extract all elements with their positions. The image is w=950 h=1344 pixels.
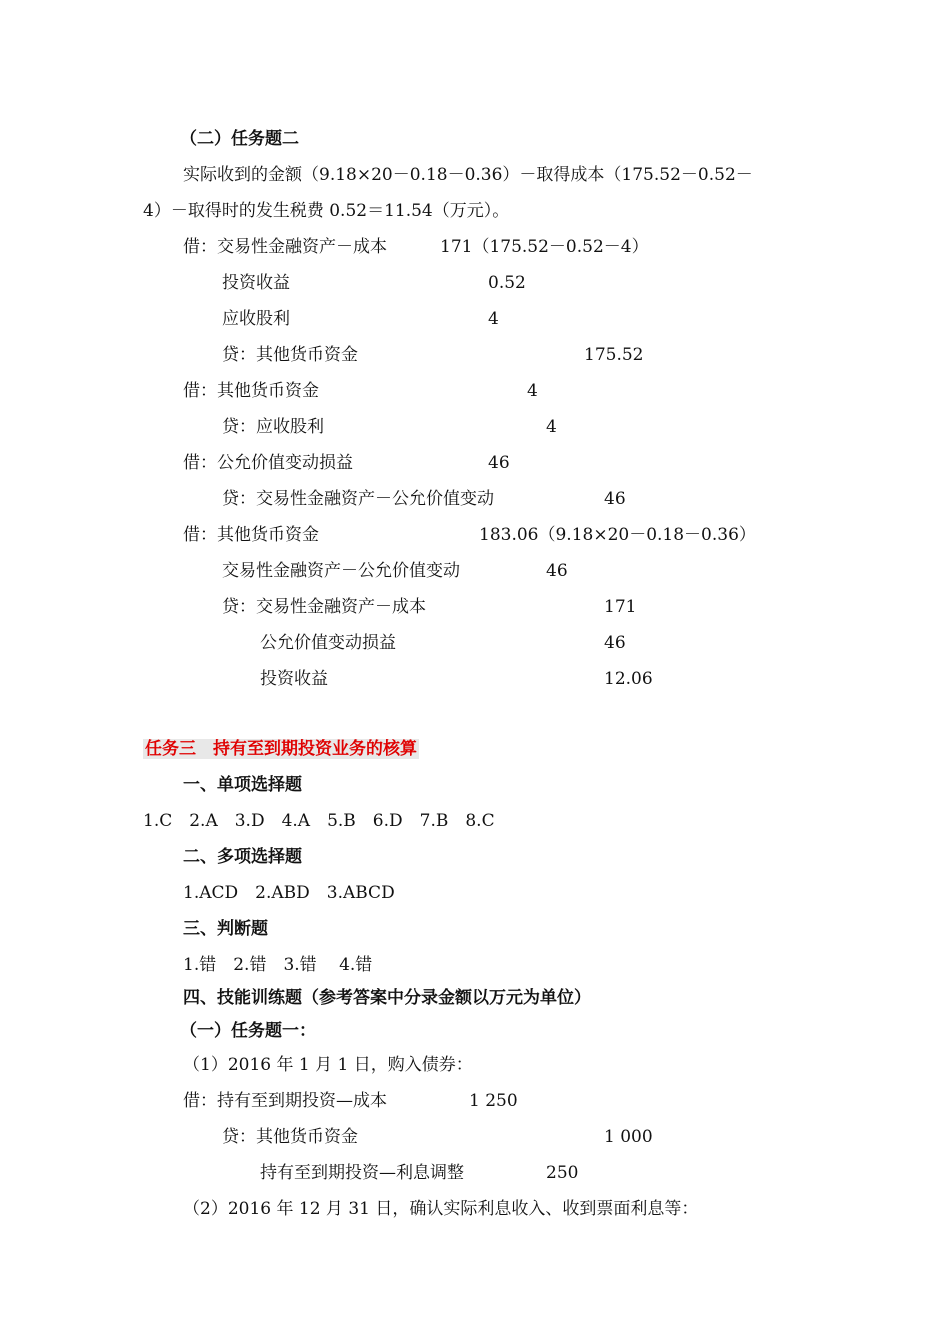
entry-amount: 46 [604, 633, 626, 653]
entry-amount: 1 000 [604, 1127, 653, 1147]
true-false-answers: 1.错 2.错 3.错 4.错 [183, 955, 373, 975]
task2-paragraph-line1: 实际收到的金额（9.18×20－0.18－0.36）－取得成本（175.52－0.52－ [183, 165, 753, 185]
entry-amount: 171 [604, 597, 637, 617]
task3-title-text: 任务三 持有至到期投资业务的核算 [145, 739, 417, 759]
entry-label: 借：交易性金融资产－成本 [183, 237, 387, 257]
skills-training-heading: 四、技能训练题（参考答案中分录金额以万元为单位） [183, 988, 591, 1008]
entry-amount: 4 [488, 309, 499, 329]
entry-amount: 46 [604, 489, 626, 509]
entry-label: 借：其他货币资金 [183, 525, 319, 545]
entry-label: 借：持有至到期投资—成本 [183, 1091, 387, 1111]
entry-amount: 46 [546, 561, 568, 581]
entry-label: 贷：交易性金融资产－公允价值变动 [222, 489, 494, 509]
item-2: （2）2016 年 12 月 31 日，确认实际利息收入、收到票面利息等： [183, 1199, 699, 1219]
task2-paragraph-line2: 4）－取得时的发生税费 0.52＝11.54（万元）。 [143, 201, 510, 221]
entry-amount: 0.52 [488, 273, 526, 293]
single-choice-answers: 1.C 2.A 3.D 4.A 5.B 6.D 7.B 8.C [143, 811, 495, 831]
entry-label: 贷：其他货币资金 [222, 1127, 358, 1147]
entry-label: 投资收益 [260, 669, 328, 689]
entry-label: 借：公允价值变动损益 [183, 453, 353, 473]
entry-label: 公允价值变动损益 [260, 633, 396, 653]
task3-title [143, 738, 419, 760]
entry-label: 投资收益 [222, 273, 290, 293]
entry-label: 交易性金融资产－公允价值变动 [222, 561, 460, 581]
single-choice-heading: 一、单项选择题 [183, 775, 302, 795]
entry-amount: 1 250 [469, 1091, 518, 1111]
entry-label: 贷：交易性金融资产－成本 [222, 597, 426, 617]
entry-amount: 175.52 [584, 345, 644, 365]
entry-amount: 183.06（9.18×20－0.18－0.36） [479, 525, 756, 545]
entry-amount: 171（175.52－0.52－4） [440, 237, 649, 257]
true-false-heading: 三、判断题 [183, 919, 268, 939]
entry-label: 贷：其他货币资金 [222, 345, 358, 365]
entry-amount: 46 [488, 453, 510, 473]
entry-label: 贷：应收股利 [222, 417, 324, 437]
entry-label: 借：其他货币资金 [183, 381, 319, 401]
task2-heading: （二）任务题二 [180, 129, 299, 149]
item-1: （1）2016 年 1 月 1 日，购入债券： [183, 1055, 473, 1075]
entry-label: 应收股利 [222, 309, 290, 329]
entry-label: 持有至到期投资—利息调整 [260, 1163, 464, 1183]
entry-amount: 250 [546, 1163, 579, 1183]
entry-amount: 4 [527, 381, 538, 401]
multiple-choice-heading: 二、多项选择题 [183, 847, 302, 867]
multiple-choice-answers: 1.ACD 2.ABD 3.ABCD [183, 883, 395, 903]
entry-amount: 12.06 [604, 669, 653, 689]
entry-amount: 4 [546, 417, 557, 437]
task1-subheading: （一）任务题一： [180, 1021, 316, 1041]
